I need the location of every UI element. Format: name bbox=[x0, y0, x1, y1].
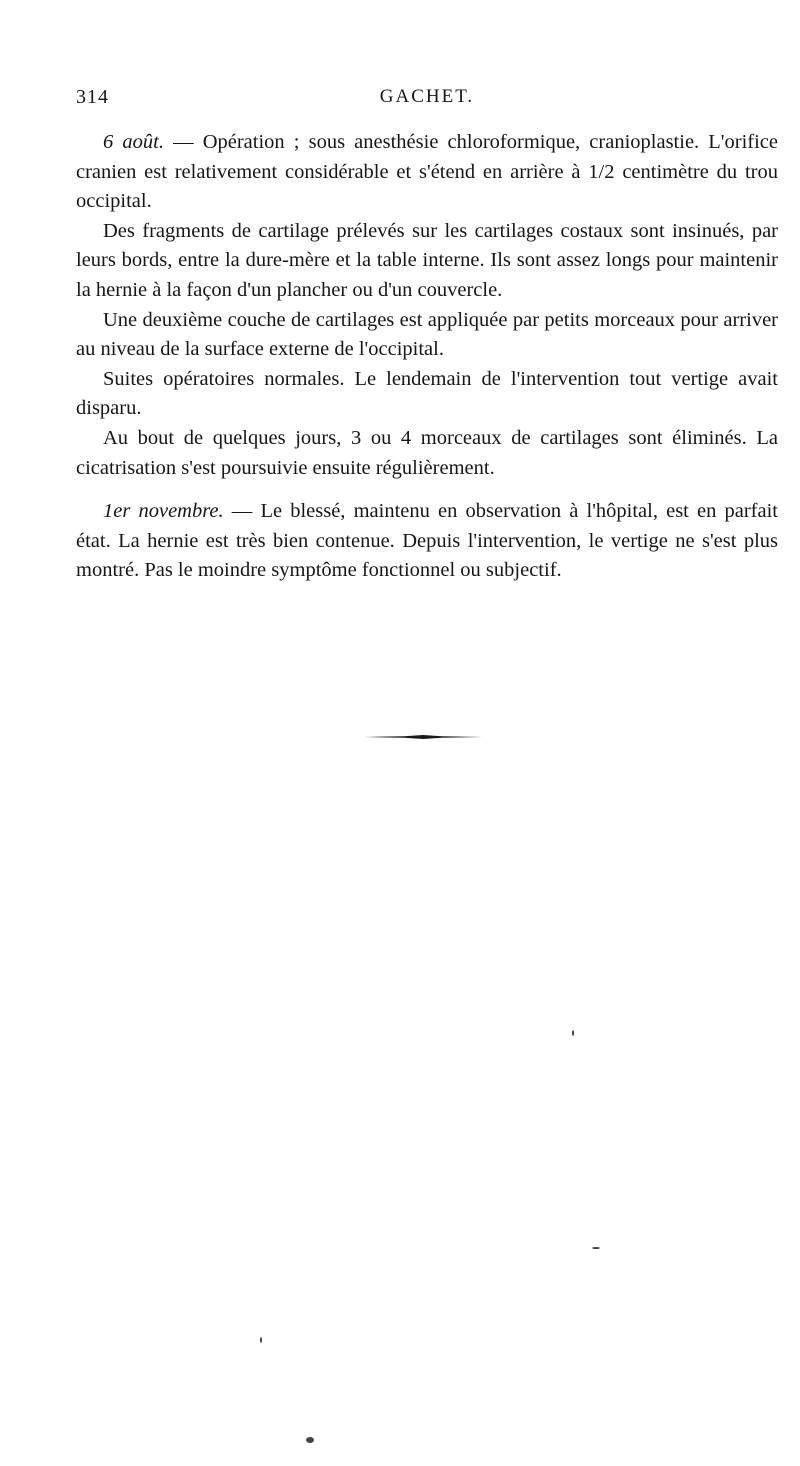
paper-speck bbox=[306, 1437, 314, 1443]
paragraph bbox=[76, 217, 778, 306]
page-header bbox=[76, 86, 778, 116]
page-number: 314 bbox=[76, 86, 109, 108]
paragraph-text: Des fragments de cartilage prélevés sur les cartilages costaux sont insinués, par leurs bords, entre la dure-mère et la table interne. Ils sont assez longs pour maintenir la hernie à la façon d'un plancher ou d'un couvercle. bbox=[76, 219, 778, 301]
entry-date: 6 août. bbox=[103, 131, 164, 153]
paper-speck bbox=[572, 1030, 574, 1036]
paragraph-text: — Le blessé, maintenu en observation à l'hôpital, est en parfait état. La hernie est très bien contenue. Depuis l'intervention, le vertige ne s'est plus montré. Pas le moindre symptôme fonctionnel ou subjectif. bbox=[76, 500, 778, 582]
paper-speck bbox=[592, 1247, 600, 1249]
paragraph bbox=[76, 128, 778, 217]
paper-speck bbox=[260, 1337, 262, 1343]
entry-date: 1er novembre. bbox=[103, 500, 224, 523]
paragraph bbox=[76, 424, 778, 483]
end-ornament-rule bbox=[364, 735, 482, 739]
paragraph-text: Suites opératoires normales. Le lendemain de l'intervention tout vertige avait disparu. bbox=[76, 367, 778, 420]
running-head: GACHET. bbox=[379, 86, 475, 107]
paragraph bbox=[76, 497, 778, 586]
paragraph bbox=[76, 306, 778, 365]
body-text bbox=[76, 128, 778, 586]
paragraph bbox=[76, 365, 778, 424]
paragraph-text: — Opération ; sous anesthésie chloroformique, cranioplastie. L'orifice cranien est relativement considérable et s'étend en arrière à 1/2 centimètre du trou occipital. bbox=[76, 131, 778, 213]
paragraph-text: Une deuxième couche de cartilages est appliquée par petits morceaux pour arriver au niveau de la surface externe de l'occipital. bbox=[76, 308, 778, 361]
paragraph-text: Au bout de quelques jours, 3 ou 4 morceaux de cartilages sont éliminés. La cicatrisation s'est poursuivie ensuite régulièrement. bbox=[76, 426, 778, 479]
